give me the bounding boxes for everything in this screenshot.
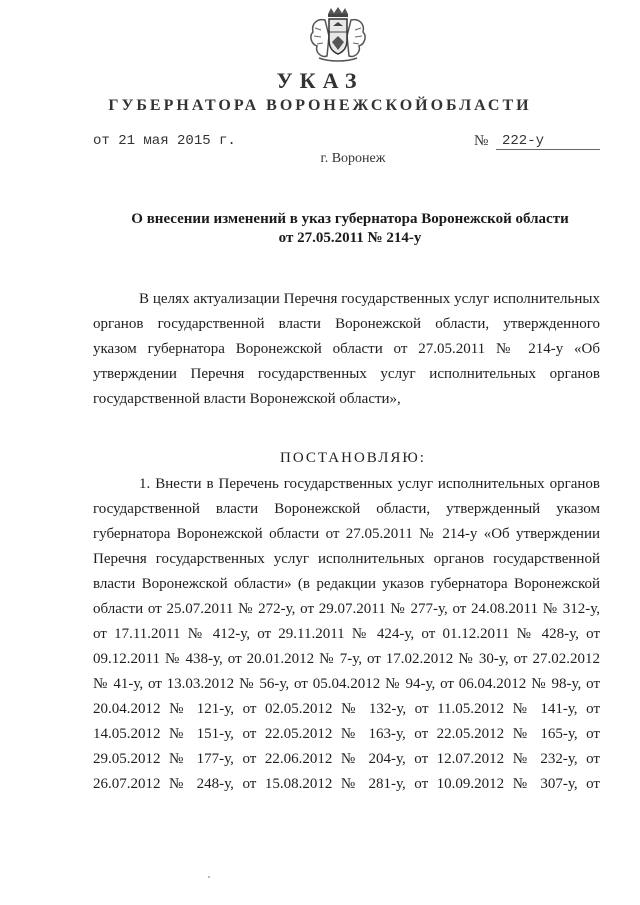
text-line: государственной власти Воронежской области, утвержденный указом [93, 501, 600, 517]
text-line: Перечня государственных услуг исполнительных органов государственной [93, 551, 600, 567]
text-line: указом губернатора Воронежской области от 27.05.2011 № 214-у «Об [93, 341, 600, 357]
subject-line: от 27.05.2011 № 214-у [278, 230, 422, 246]
text-line: государственной власти Воронежской области», [93, 391, 401, 407]
coat-of-arms-emblem [303, 6, 373, 64]
document-subject [80, 210, 620, 248]
document-number: 222-у [502, 133, 545, 149]
text-line: власти Воронежской области» (в редакции указов губернатора Воронежской [93, 576, 600, 592]
text-line: области от 25.07.2011 № 272-у, от 29.07.2011 № 277-у, от 24.08.2011 № 312-у, [93, 601, 600, 617]
text-line: 09.12.2011 № 438-у, от 20.01.2012 № 7-у, от 17.02.2012 № 30-у, от 27.02.2012 [93, 651, 600, 667]
text-line: 14.05.2012 № 151-у, от 22.05.2012 № 163-у, от 22.05.2012 № 165-у, от [93, 726, 600, 742]
document-title: УКАЗ [276, 68, 364, 93]
scan-speck [208, 876, 210, 878]
document-subtitle: ГУБЕРНАТОРА ВОРОНЕЖСКОЙОБЛАСТИ [108, 97, 532, 114]
text-line: 1. Внести в Перечень государственных услуг исполнительных органов [139, 476, 600, 492]
text-line: 29.05.2012 № 177-у, от 22.06.2012 № 204-у, от 12.07.2012 № 232-у, от [93, 751, 600, 767]
text-line: 20.04.2012 № 121-у, от 02.05.2012 № 132-у, от 11.05.2012 № 141-у, от [93, 701, 600, 717]
text-line: В целях актуализации Перечня государственных услуг исполнительных [139, 291, 600, 307]
document-date: от 21 мая 2015 г. [93, 133, 236, 149]
document-number-field [496, 131, 600, 150]
preamble-paragraph [93, 287, 600, 412]
text-line: от 17.11.2011 № 412-у, от 29.11.2011 № 424-у, от 01.12.2011 № 428-у, от [93, 626, 600, 642]
text-line: органов государственной власти Воронежской области, утвержденного [93, 316, 600, 332]
text-line: губернатора Воронежской области от 27.05.2011 № 214-у «Об утверждении [93, 526, 600, 542]
document-city: г. Воронеж [320, 151, 386, 166]
number-sign: № [474, 133, 489, 149]
clause-1-paragraph [93, 472, 600, 797]
text-line: 26.07.2012 № 248-у, от 15.08.2012 № 281-у, от 10.09.2012 № 307-у, от [93, 776, 600, 792]
subject-line: О внесении изменений в указ губернатора Воронежской области [131, 211, 569, 227]
decree-heading: ПОСТАНОВЛЯЮ: [280, 450, 426, 466]
text-line: № 41-у, от 13.03.2012 № 56-у, от 05.04.2012 № 94-у, от 06.04.2012 № 98-у, от [93, 676, 600, 692]
text-line: утверждении Перечня государственных услуг исполнительных органов [93, 366, 600, 382]
